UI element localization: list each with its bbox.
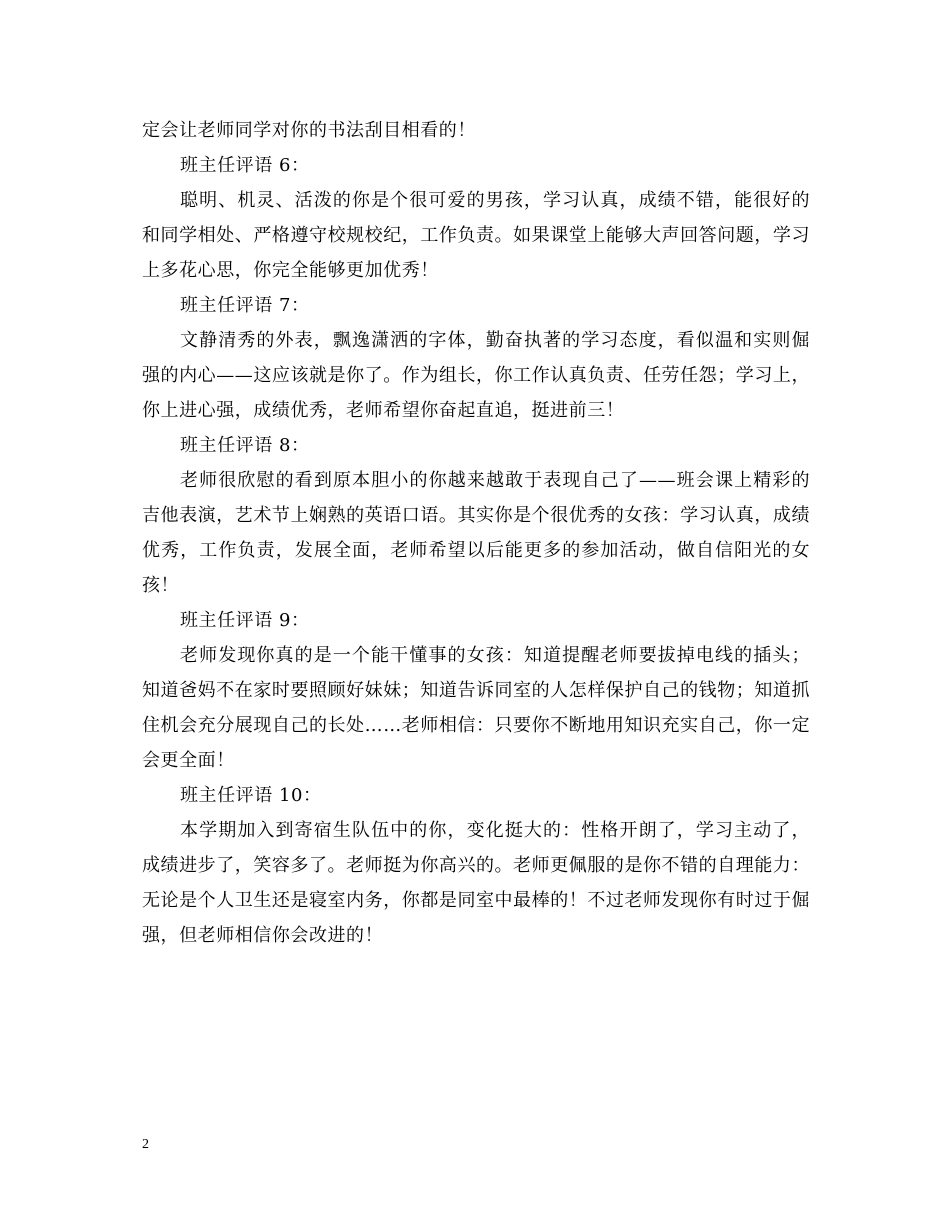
comment-body-9: 老师发现你真的是一个能干懂事的女孩：知道提醒老师要拔掉电线的插头；知道爸妈不在家时要照顾好妹妹；知道告诉同室的人怎样保护自己的钱物；知道抓住机会充分展现自己的长处……老师相信：只要你不断地用知识充实自己，你一定会更全面！ bbox=[142, 645, 810, 771]
comment-heading-9: 班主任评语 9： bbox=[180, 610, 310, 631]
comment-heading-7: 班主任评语 7： bbox=[180, 295, 310, 316]
continued-paragraph: 定会让老师同学对你的书法刮目相看的！ bbox=[142, 120, 476, 141]
comment-heading-10: 班主任评语 10： bbox=[180, 785, 322, 806]
comment-body-10: 本学期加入到寄宿生队伍中的你，变化挺大的：性格开朗了，学习主动了，成绩进步了，笑容多了。老师挺为你高兴的。老师更佩服的是你不错的自理能力：无论是个人卫生还是寝室内务，你都是同室中最棒的！不过老师发现你有时过于倔强，但老师相信你会改进的！ bbox=[142, 820, 810, 946]
page-number: 2 bbox=[142, 1137, 149, 1152]
comment-body-6: 聪明、机灵、活泼的你是个很可爱的男孩，学习认真，成绩不错，能很好的和同学相处、严格遵守校规校纪，工作负责。如果课堂上能够大声回答问题，学习上多花心思，你完全能够更加优秀！ bbox=[142, 190, 810, 281]
comment-heading-8: 班主任评语 8： bbox=[180, 435, 310, 456]
comment-body-7: 文静清秀的外表，飘逸潇洒的字体，勤奋执著的学习态度，看似温和实则倔强的内心——这应该就是你了。作为组长，你工作认真负责、任劳任怨；学习上，你上进心强，成绩优秀，老师希望你奋起直追，挺进前三！ bbox=[142, 330, 810, 421]
comment-body-8: 老师很欣慰的看到原本胆小的你越来越敢于表现自己了——班会课上精彩的吉他表演，艺术节上娴熟的英语口语。其实你是个很优秀的女孩：学习认真，成绩优秀，工作负责，发展全面，老师希望以后能更多的参加活动，做自信阳光的女孩！ bbox=[142, 470, 810, 596]
document-body bbox=[142, 113, 810, 953]
comment-heading-6: 班主任评语 6： bbox=[180, 155, 310, 176]
